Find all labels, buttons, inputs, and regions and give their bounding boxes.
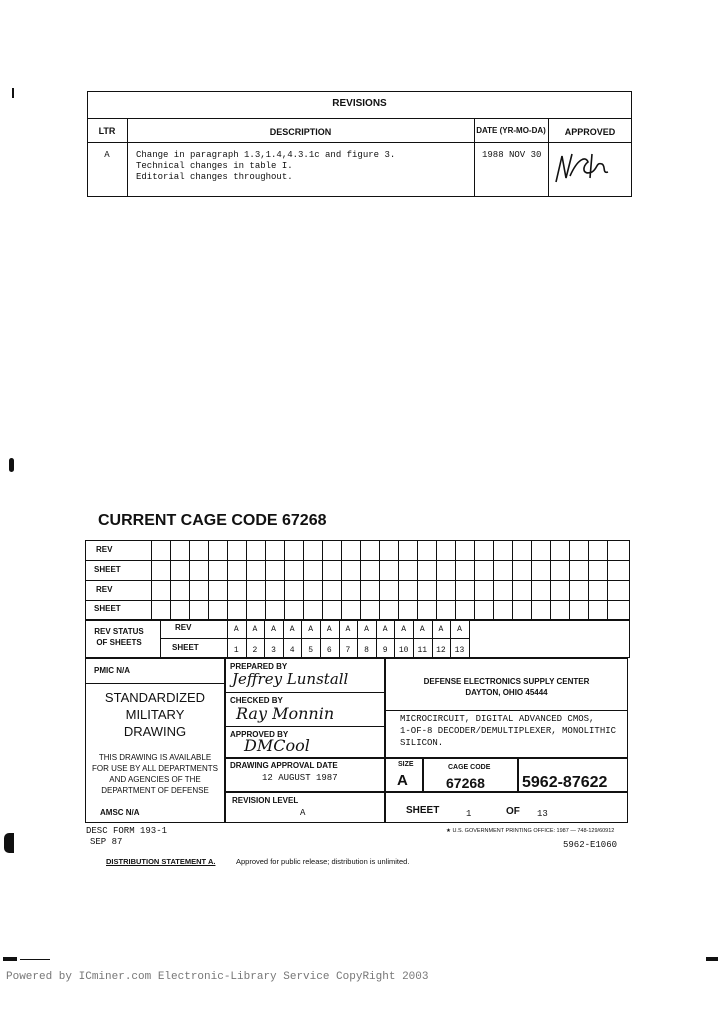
grid-label: SHEET <box>94 604 121 613</box>
revision-letter: A <box>104 150 110 160</box>
rev-status-column-line <box>469 620 470 658</box>
agency-divider <box>385 710 628 711</box>
col-description-header: DESCRIPTION <box>269 127 332 137</box>
rev-row-label: REV <box>175 623 192 632</box>
form-date: SEP 87 <box>90 837 123 847</box>
rev-status-sheet: 3 <box>271 646 276 655</box>
title-desc-line: SILICON. <box>400 738 444 748</box>
grid-column-line <box>493 540 494 620</box>
agency-address: DAYTON, OHIO 45444 <box>465 688 548 697</box>
rev-status-rev: A <box>271 625 276 634</box>
availability-line: THIS DRAWING IS AVAILABLE <box>98 753 212 762</box>
grid-column-line <box>550 540 551 620</box>
grid-row-line <box>85 600 630 601</box>
col-ltr-header: LTR <box>98 126 116 136</box>
sig-divider <box>225 726 385 727</box>
margin-mark <box>9 458 14 472</box>
grid-column-line <box>398 540 399 620</box>
rev-status-sheet: 2 <box>252 646 258 655</box>
rev-status-sheet: 12 <box>436 646 446 655</box>
signature-mark <box>552 148 612 188</box>
revisions-title: REVISIONS <box>332 98 387 109</box>
grid-column-line <box>208 540 209 620</box>
grid-label: REV <box>96 585 113 594</box>
availability-line: AND AGENCIES OF THE <box>109 775 201 784</box>
grid-column-line <box>360 540 361 620</box>
grid-label: REV <box>96 545 113 554</box>
prepared-signature: Jeffrey Lunstall <box>232 670 349 688</box>
grid-column-line <box>322 540 323 620</box>
rev-status-rev: A <box>457 625 462 634</box>
distribution-label: DISTRIBUTION STATEMENT A. <box>106 857 216 866</box>
availability-line: FOR USE BY ALL DEPARTMENTS <box>92 764 218 773</box>
approved-by-label: APPROVED BY <box>230 730 289 739</box>
rev-status-sheet: 1 <box>233 646 239 655</box>
rev-status-rev: A <box>289 625 295 634</box>
grid-column-line <box>303 540 304 620</box>
amsc-label: AMSC N/A <box>100 808 140 817</box>
grid-column-line <box>265 540 266 620</box>
doc-code: 5962-E1060 <box>563 840 618 850</box>
approval-date-value: 12 AUGUST 1987 <box>262 773 338 783</box>
revisions-header-divider <box>87 142 632 143</box>
sig-divider <box>225 692 385 693</box>
approved-signature: DMCool <box>244 736 310 755</box>
revision-level-value: A <box>300 808 306 818</box>
rev-status-divider <box>160 620 161 658</box>
rev-status-rev: A <box>401 625 407 634</box>
grid-column-line <box>455 540 456 620</box>
margin-mark <box>706 957 718 961</box>
rev-status-rev: A <box>438 625 444 634</box>
sheet-value: 1 <box>466 809 472 819</box>
grid-column-line <box>170 540 171 620</box>
rev-status-sheet: 6 <box>326 646 332 655</box>
title-desc-line: MICROCIRCUIT, DIGITAL ADVANCED CMOS, <box>400 714 595 724</box>
availability-line: DEPARTMENT OF DEFENSE <box>101 786 209 795</box>
grid-column-line <box>246 540 247 620</box>
revision-level-label: REVISION LEVEL <box>232 796 299 805</box>
size-label: SIZE <box>398 761 414 768</box>
revision-desc-line: Technical changes in table I. <box>136 161 293 171</box>
cage-value: 67268 <box>446 775 485 791</box>
rev-status-rev: A <box>419 625 425 634</box>
revision-desc-line: Change in paragraph 1.3,1.4,4.3.1c and figure 3. <box>136 150 396 160</box>
checked-signature: Ray Monnin <box>236 704 335 723</box>
grid-column-line <box>607 540 608 620</box>
rev-status-sheet: 5 <box>308 646 314 655</box>
std-title-line: DRAWING <box>123 724 187 739</box>
prepared-by-label: PREPARED BY <box>230 662 288 671</box>
rev-status-sheet: 8 <box>364 646 369 655</box>
grid-column-line <box>189 540 190 620</box>
rev-status-sheet: 9 <box>382 646 388 655</box>
rev-status-sheet: 7 <box>345 646 351 655</box>
margin-mark <box>20 959 50 960</box>
rev-status-rev: A <box>382 625 388 634</box>
margin-mark <box>12 88 14 98</box>
of-label: OF <box>506 806 520 817</box>
revision-date: 1988 NOV 30 <box>482 150 542 160</box>
sheet-row-label: SHEET <box>172 643 199 652</box>
grid-column-line <box>341 540 342 620</box>
grid-column-line <box>436 540 437 620</box>
dwg-number: 5962-87622 <box>522 774 608 791</box>
rev-status-rev: A <box>364 625 369 634</box>
margin-mark <box>3 957 17 961</box>
grid-column-line <box>417 540 418 620</box>
col-approved-header: APPROVED <box>564 127 616 137</box>
rev-status-rev: A <box>345 625 351 634</box>
agency-name: DEFENSE ELECTRONICS SUPPLY CENTER <box>423 677 590 686</box>
distribution-text: Approved for public release; distribution is unlimited. <box>236 857 410 866</box>
rev-status-sheet: 4 <box>289 646 295 655</box>
col-date-header: DATE (YR-MO-DA) <box>476 126 546 135</box>
revision-desc-line: Editorial changes throughout. <box>136 172 293 182</box>
rev-status-sheet: 10 <box>398 646 409 655</box>
title-desc-line: 1-OF-8 DECODER/DEMULTIPLEXER, MONOLITHIC <box>400 726 617 736</box>
grid-column-line <box>379 540 380 620</box>
rev-status-rev: A <box>308 625 314 634</box>
grid-column-line <box>569 540 570 620</box>
rev-status-rev: A <box>252 625 258 634</box>
margin-mark <box>4 833 14 853</box>
pmic-divider <box>85 683 225 684</box>
grid-column-line <box>588 540 589 620</box>
grid-column-line <box>531 540 532 620</box>
grid-column-line <box>151 540 152 620</box>
std-title-line: STANDARDIZED <box>104 690 206 705</box>
rev-status-rev: A <box>233 625 239 634</box>
powered-by: Powered by ICminer.com Electronic-Library Service CopyRight 2003 <box>6 971 429 983</box>
rev-status-sheet: 11 <box>417 646 428 655</box>
rev-status-midline <box>160 638 470 639</box>
sheet-label: SHEET <box>406 805 440 816</box>
of-value: 13 <box>537 809 548 819</box>
grid-row-line <box>85 580 630 581</box>
grid-column-line <box>284 540 285 620</box>
current-cage-banner: CURRENT CAGE CODE 67268 <box>98 512 327 529</box>
checked-by-label: CHECKED BY <box>230 696 283 705</box>
form-number: DESC FORM 193-1 <box>86 826 168 836</box>
grid-column-line <box>227 540 228 620</box>
approver-signature <box>552 148 612 194</box>
rev-status-sheet: 13 <box>454 646 465 655</box>
pmic-label: PMIC N/A <box>94 666 130 675</box>
gpo-notice: ★ U.S. GOVERNMENT PRINTING OFFICE: 1987 — 748-129/60912 <box>446 828 615 834</box>
cage-label: CAGE CODE <box>448 764 491 771</box>
size-value: A <box>397 772 408 789</box>
rev-status-rev: A <box>326 625 332 634</box>
revisions-divider <box>87 118 632 119</box>
approval-date-label: DRAWING APPROVAL DATE <box>230 761 338 770</box>
grid-column-line <box>512 540 513 620</box>
grid-column-line <box>474 540 475 620</box>
rev-status-label: REV STATUS OF SHEETS <box>94 627 144 647</box>
std-title-line: MILITARY <box>125 707 185 722</box>
grid-row-line <box>85 560 630 561</box>
grid-label: SHEET <box>94 565 121 574</box>
